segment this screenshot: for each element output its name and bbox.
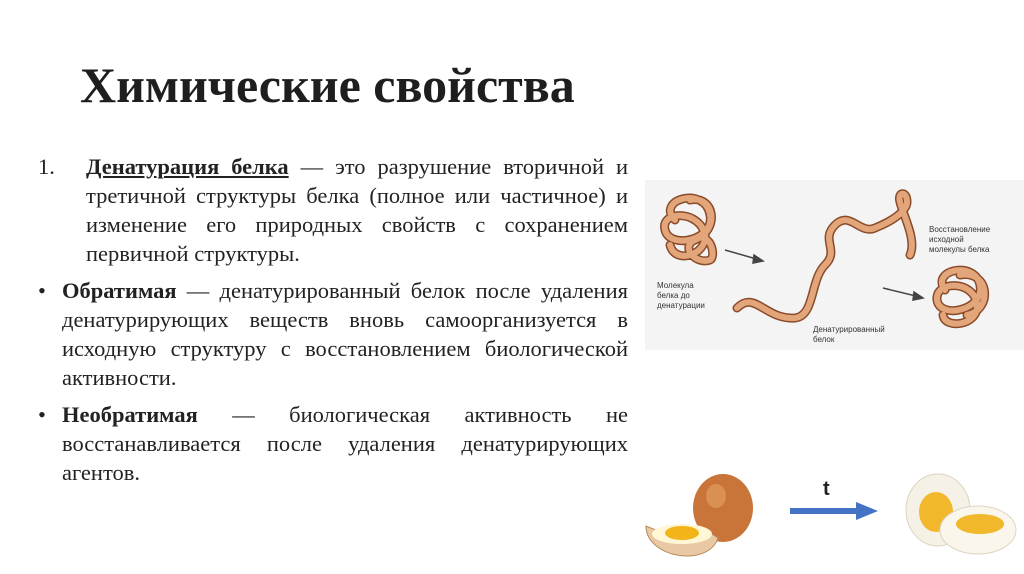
definition-text: — это разрушение вторичной и третичной структуры белка (полное или частичное) и изменение его природных свойств с сохранением первичной структуры.	[86, 154, 628, 266]
boiled-yolk-icon	[956, 514, 1004, 534]
label-restored: Восстановление исходной молекулы белка	[929, 225, 991, 254]
boiled-egg-illustration	[900, 468, 1020, 568]
item-number: 1.	[38, 154, 55, 179]
label-denatured: Денатурированный белок	[813, 325, 885, 344]
reversible-text: — денатурированный белок после удаления денатурирующих веществ вновь самоорганизуется в исходную структуру с восстановлением биологической активности.	[62, 278, 628, 390]
irreversible-text: — биологическая активность не восстанавливается после удаления денатурирующих агентов.	[62, 402, 628, 485]
bullet-marker: •	[38, 402, 46, 427]
yolk-icon	[665, 526, 699, 540]
bullet-paragraph	[62, 276, 628, 392]
term-reversible: Обратимая	[62, 278, 177, 303]
term-denaturation: Денатурация белка	[86, 154, 289, 179]
item-paragraph	[86, 152, 628, 268]
time-label: t	[823, 478, 830, 500]
content-block	[38, 152, 628, 487]
bullet-item-reversible	[38, 276, 628, 392]
bullet-paragraph	[62, 400, 628, 487]
term-irreversible: Необратимая	[62, 402, 198, 427]
bullet-item-irreversible	[38, 400, 628, 487]
label-before: Молекула белка до денатурации	[657, 281, 705, 310]
time-arrow-icon	[790, 500, 880, 522]
slide-title: Химические свойства	[80, 57, 575, 113]
numbered-item-1	[38, 152, 628, 268]
protein-denaturation-illustration	[645, 180, 1024, 350]
raw-egg-illustration	[638, 468, 768, 568]
bullet-marker: •	[38, 278, 46, 303]
